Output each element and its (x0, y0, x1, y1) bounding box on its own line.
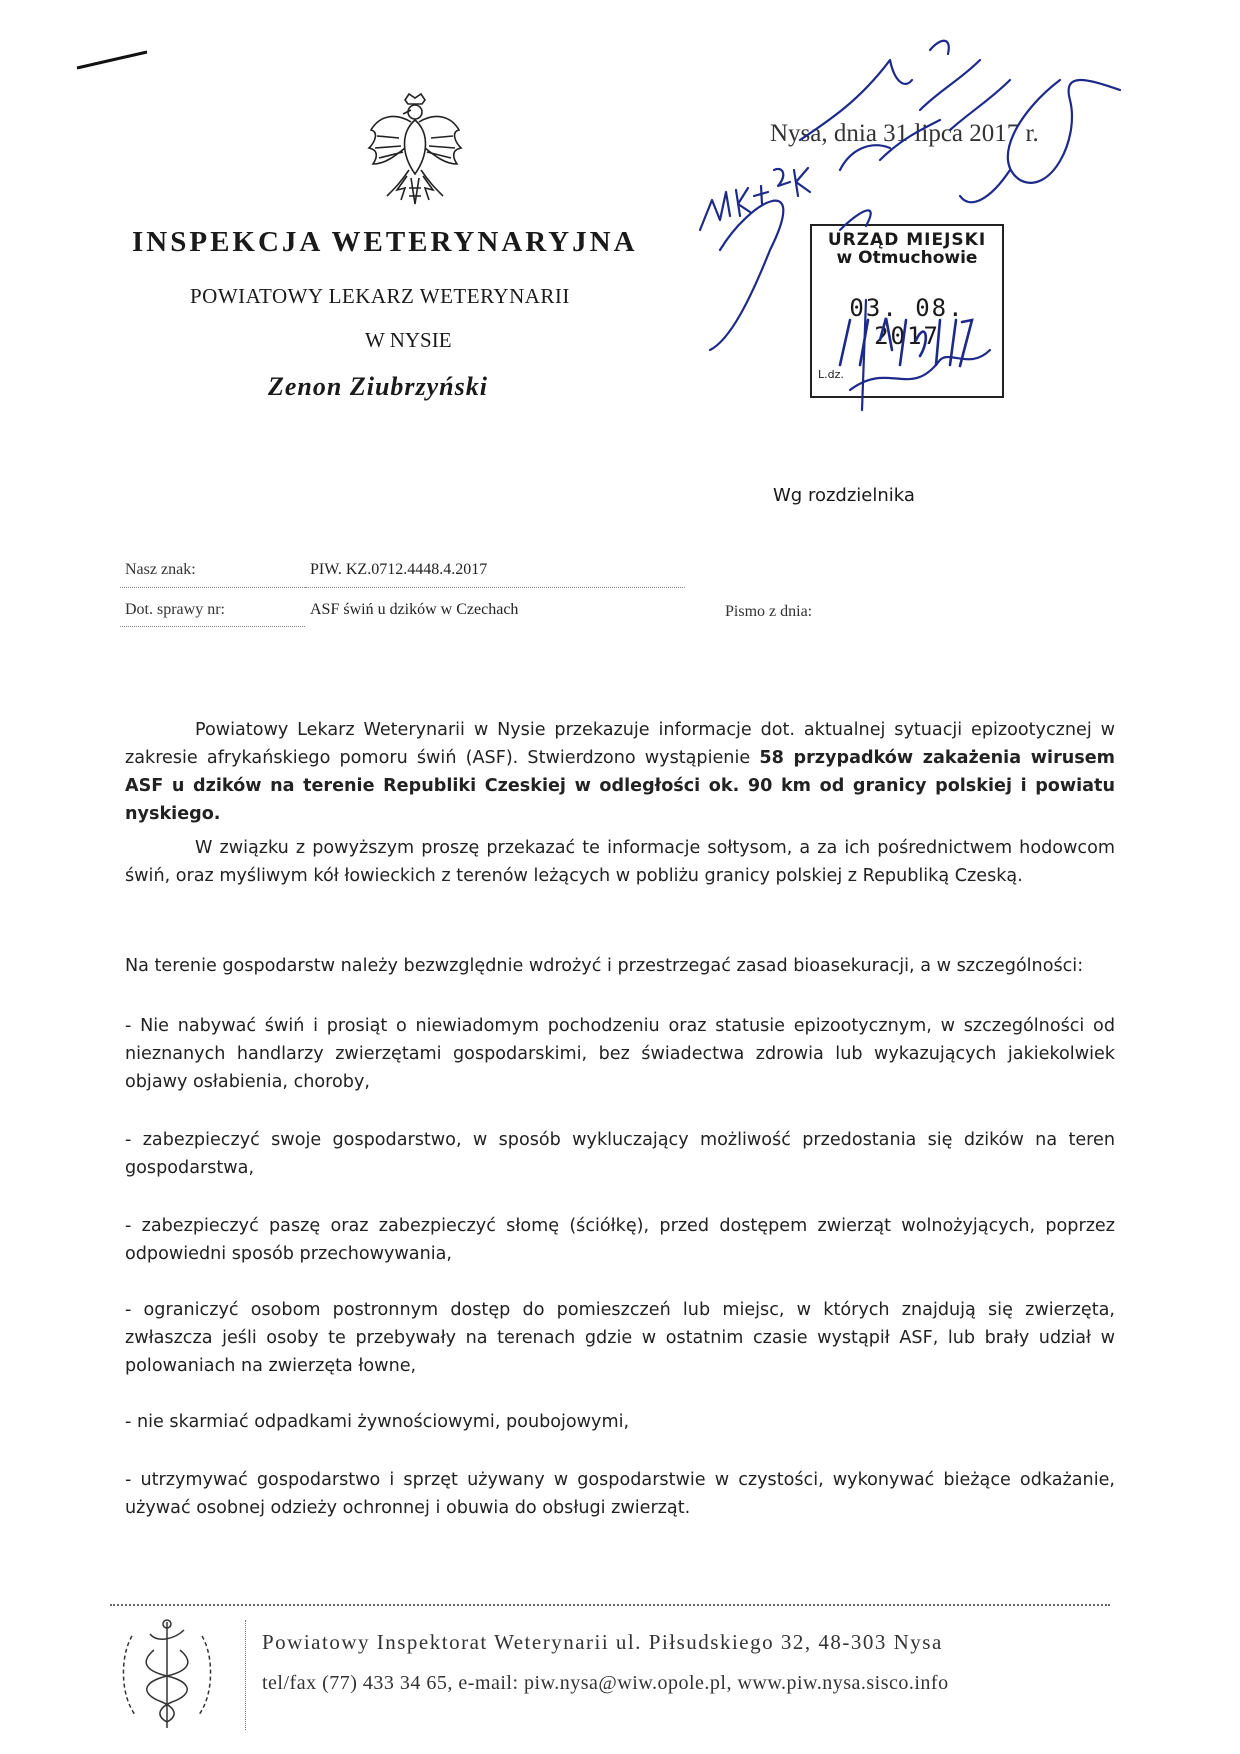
our-sign-label: Nasz znak: (125, 561, 196, 578)
intro-text: Powiatowy Lekarz Weterynarii w Nysie przekazuje informacje dot. aktualnej sytuacji epizootycznej w zakresie afrykańskiego pomoru świń (ASF). Stwierdzono wystąpienie (125, 720, 1115, 768)
officer-name: Zenon Ziubrzyński (268, 372, 488, 401)
addressee: Wg rozdzielnika (773, 485, 915, 506)
reference-divider (120, 587, 305, 588)
date-line: Nysa, dnia 31 lipca 2017 r. (770, 120, 1039, 147)
handwritten-annotations (690, 20, 1140, 440)
letter-date-label: Pismo z dnia: (725, 603, 813, 620)
case-number-label: Dot. sprawy nr: (125, 601, 225, 618)
paragraph-biosecurity: Na terenie gospodarstw należy bezwzględnie wdrożyć i przestrzegać zasad bioasekuracji, a w szczególności: (125, 956, 1084, 976)
office-city: W NYSIE (365, 328, 452, 352)
list-item: - ograniczyć osobom postronnym dostęp do pomieszczeń lub miejsc, w których znajdują się zwierzęta, zwłaszcza jeśli osoby te przebywały na terenach gdzie w ostatnim czasie wystąpił ASF, lub brały udział w polowaniach na zwierzęta łowne, (125, 1300, 1115, 1376)
eagle-emblem-icon (365, 92, 465, 210)
paragraph-request: W związku z powyższym proszę przekazać te informacje sołtysom, a za ich pośrednictwem hodowcom świń, oraz myśliwym kół łowieckich z terenów leżących w pobliżu granicy polskiej z Republiką Czeską. (125, 838, 1115, 886)
footer-contact: tel/fax (77) 433 34 65, e-mail: piw.nysa@wiw.opole.pl, www.piw.nysa.sisco.info (262, 1672, 949, 1694)
office-title: POWIATOWY LEKARZ WETERYNARII (190, 284, 570, 308)
stamp-office-name: URZĄD MIEJSKI (827, 230, 987, 250)
intro-highlight: 58 przypadków zakażenia wirusem ASF u dzików na terenie Republiki Czeskiej w odległości ok. 90 km od granicy polskiej i powiatu nyskiego. (125, 748, 1116, 824)
stamp-date: 03. 08. 2017 (849, 294, 965, 350)
paragraph-intro (125, 716, 1115, 828)
reference-divider (120, 626, 305, 627)
case-number-value: ASF świń u dzików w Czechach (310, 601, 519, 618)
stamp-ref-label: L.dz. (818, 368, 844, 381)
list-item: - zabezpieczyć swoje gospodarstwo, w sposób wykluczający możliwość przedostania się dzików na teren gospodarstwa, (125, 1130, 1115, 1178)
footer-divider (110, 1604, 1110, 1606)
reference-divider (305, 587, 685, 588)
list-item: - Nie nabywać świń i prosiąt o niewiadomym pochodzeniu oraz statusie epizootycznym, w szczególności od nieznanych handlarzy zwierzętami gospodarskimi, bez świadectwa zdrowia lub wykazujących jakiekolwiek objawy osłabienia, choroby, (125, 1016, 1115, 1092)
scan-mark (75, 44, 155, 74)
list-item: - nie skarmiać odpadkami żywnościowymi, poubojowymi, (125, 1412, 630, 1432)
organization-name: INSPEKCJA WETERYNARYJNA (132, 226, 638, 258)
footer-vertical-divider (245, 1620, 246, 1730)
list-item: - utrzymywać gospodarstwo i sprzęt używany w gospodarstwie w czystości, wykonywać bieżące odkażanie, używać osobnej odzieży ochronnej i obuwia do obsługi zwierząt. (125, 1470, 1115, 1518)
list-item: - zabezpieczyć paszę oraz zabezpieczyć słomę (ściółkę), przed dostępem zwierząt wolnożyjących, poprzez odpowiedni sposób przechowywania, (125, 1216, 1115, 1264)
footer-address: Powiatowy Inspektorat Weterynarii ul. Piłsudskiego 32, 48-303 Nysa (262, 1630, 943, 1654)
our-sign-value: PIW. KZ.0712.4448.4.2017 (310, 561, 488, 578)
caduceus-logo-icon (112, 1616, 222, 1732)
stamp-office-city: w Otmuchowie (836, 248, 978, 268)
